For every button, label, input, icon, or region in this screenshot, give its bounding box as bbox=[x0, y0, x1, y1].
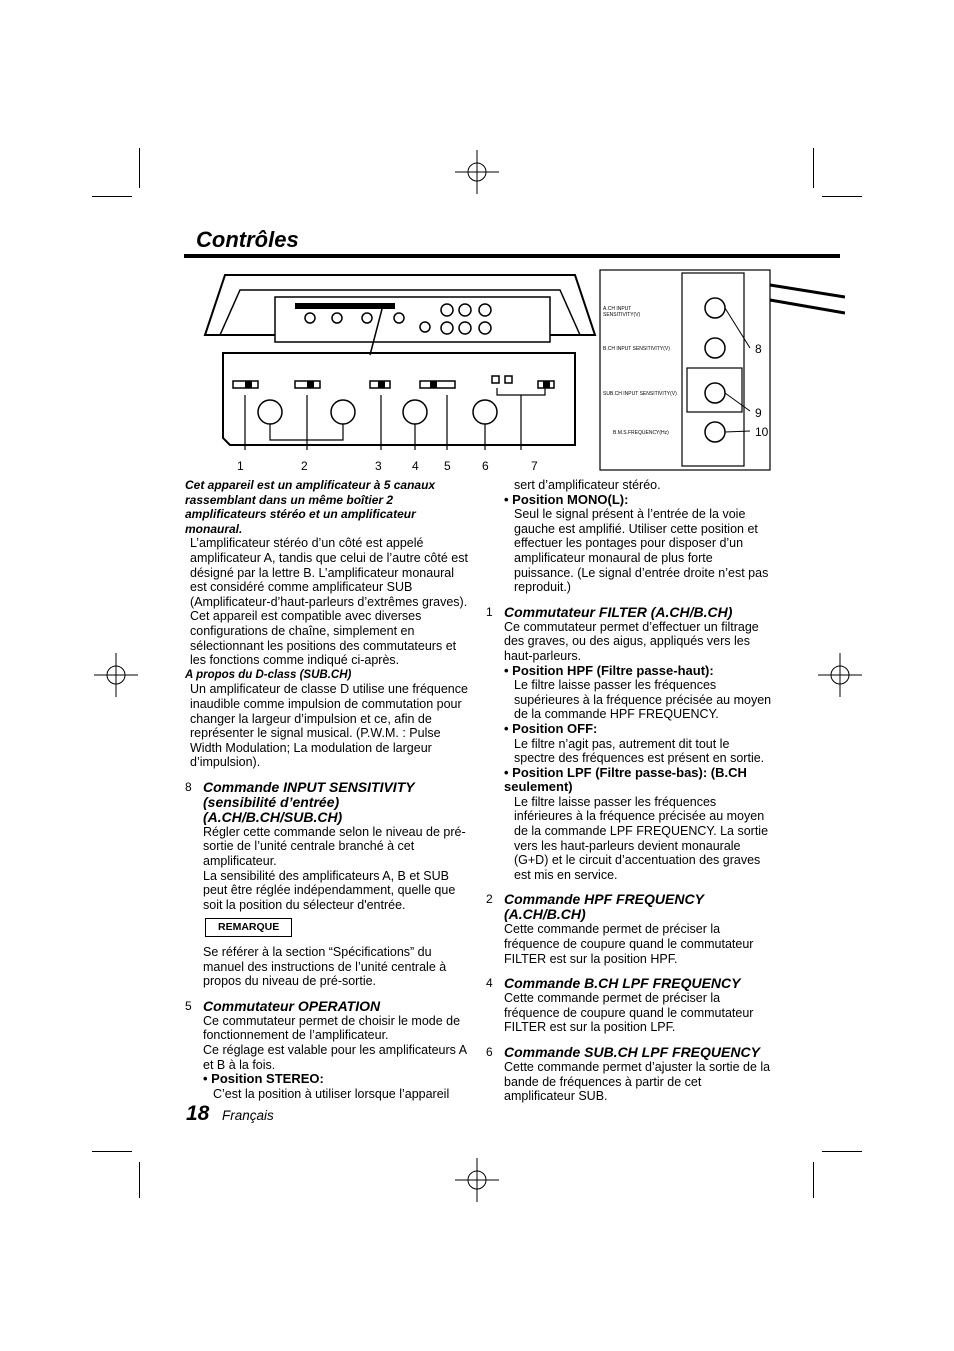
section-number: 4 bbox=[486, 976, 493, 991]
callout-1: 1 bbox=[237, 459, 244, 473]
registration-mark-bottom bbox=[455, 1158, 499, 1202]
callout-3: 3 bbox=[375, 459, 382, 473]
crop-mark bbox=[92, 196, 132, 197]
right-column bbox=[486, 478, 772, 1104]
crop-mark bbox=[139, 148, 140, 188]
callout-7: 7 bbox=[531, 459, 538, 473]
page-number: 18 bbox=[186, 1102, 210, 1125]
section-paragraph: Ce commutateur permet de choisir le mode de fonctionnement de l’amplificateur. bbox=[203, 1013, 461, 1043]
label-bms-frequency: B.M.S.FREQUENCY(Hz) bbox=[613, 430, 669, 436]
section-title: Commande B.CH LPF FREQUENCY bbox=[504, 975, 741, 992]
page-language: Français bbox=[222, 1108, 274, 1123]
section-title: Commande SUB.CH LPF FREQUENCY bbox=[504, 1044, 760, 1060]
callout-2: 2 bbox=[301, 459, 308, 473]
section-heading bbox=[486, 892, 772, 922]
page-title: Contrôles bbox=[196, 227, 299, 252]
section-paragraph: Cette commande permet d’ajuster la sortie de la bande de fréquences à partir de cet amplificateur SUB. bbox=[504, 1060, 771, 1104]
bullet-heading: • Position STEREO: bbox=[203, 1071, 324, 1087]
dclass-heading: A propos du D-class (SUB.CH) bbox=[185, 668, 352, 681]
section-number: 5 bbox=[185, 998, 192, 1013]
section-paragraph: Cette commande permet de préciser la fréquence de coupure quand le commutateur FILTER est sur la position HPF. bbox=[504, 922, 754, 966]
intro-paragraph: Cet appareil est compatible avec diverses configurations de chaîne, simplement en sélectionnant les positions des commutateurs et les fonctions comme indiqué ci-après. bbox=[190, 609, 457, 668]
section-paragraph: Ce réglage est valable pour les amplificateurs A et B à la fois. bbox=[203, 1043, 467, 1072]
callout-4: 4 bbox=[412, 459, 419, 473]
title-rule bbox=[184, 254, 840, 258]
section-heading bbox=[486, 1045, 772, 1060]
intro-lead: Cet appareil est un amplificateur à 5 canaux rassemblant dans un même boîtier 2 amplificateurs stéréo et un amplificateur monaural. bbox=[185, 478, 436, 536]
section-heading bbox=[185, 999, 470, 1014]
section-number: 1 bbox=[486, 604, 493, 619]
bullet-heading: • Position LPF (Filtre passe-bas): (B.CH seulement) bbox=[504, 764, 747, 795]
registration-mark-right bbox=[818, 653, 862, 697]
label-b-ch-sensitivity: B.CH INPUT SENSITIVITY(V) bbox=[603, 346, 670, 352]
section-heading bbox=[185, 780, 470, 825]
registration-mark-top bbox=[455, 150, 499, 194]
callout-10: 10 bbox=[755, 425, 769, 439]
section-heading bbox=[486, 605, 772, 620]
section-paragraph: Ce commutateur permet d’effectuer un filtrage des graves, ou des aigus, appliqués vers les haut-parleurs. bbox=[504, 619, 759, 663]
section-title: Commande HPF FREQUENCY (A.CH/B.CH) bbox=[504, 891, 704, 923]
bullet-heading: • Position OFF: bbox=[504, 720, 598, 736]
callout-9: 9 bbox=[755, 406, 762, 420]
bullet-paragraph: Le filtre laisse passer les fréquences inférieures à la fréquence précisée au moyen de la commande LPF FREQUENCY. La sortie vers les haut-parleurs devient monaurale (G+D) et le circuit d’accentuation des graves est mis en service. bbox=[514, 794, 769, 882]
callout-5: 5 bbox=[444, 459, 451, 473]
section-number: 2 bbox=[486, 892, 493, 907]
dclass-paragraph: Un amplificateur de classe D utilise une fréquence inaudible comme impulsion de commutation pour changer la largeur d’impulsion et ce, afin de représenter le signal musical. (P.W.M. : Pulse Width Modulation; La modulation de largeur d’impulsion). bbox=[190, 682, 468, 770]
bullet-paragraph: Le filtre laisse passer les fréquences supérieures à la fréquence précisée au moyen de la commande HPF FREQUENCY. bbox=[514, 678, 772, 722]
crop-mark bbox=[92, 1151, 132, 1152]
label-a-ch-sensitivity: A.CH INPUT SENSITIVITY(V) bbox=[603, 306, 641, 318]
left-column bbox=[185, 478, 470, 1101]
section-heading bbox=[486, 976, 772, 991]
diagram-callouts bbox=[237, 459, 557, 475]
bullet-heading: • Position HPF (Filtre passe-haut): bbox=[504, 662, 714, 678]
section-title: Commutateur OPERATION bbox=[203, 997, 381, 1014]
bullet-paragraph: sert d’amplificateur stéréo. bbox=[514, 478, 661, 492]
crop-mark bbox=[813, 148, 814, 188]
section-number: 8 bbox=[185, 779, 192, 794]
intro-paragraph: L’amplificateur stéréo d’un côté est appelé amplificateur A, tandis que celui de l’autre côté est désigné par la lettre B. L’amplificateur monaural est considéré comme amplificateur SUB (Amplificateur-d’haut-parleurs d’extrêmes graves). bbox=[190, 536, 468, 609]
remarque-badge: REMARQUE bbox=[205, 918, 292, 937]
crop-mark bbox=[139, 1162, 140, 1198]
registration-mark-left bbox=[94, 653, 138, 697]
section-title: Commutateur FILTER (A.CH/B.CH) bbox=[504, 603, 733, 620]
crop-mark bbox=[822, 1151, 862, 1152]
bullet-paragraph: Seul le signal présent à l’entrée de la voie gauche est amplifié. Utiliser cette position et effectuer les pontages pour disposer d’un amplificateur monaural de plus forte puissance. (Le signal d’entrée droite n’est pas reproduit.) bbox=[514, 507, 769, 595]
section-paragraph: Cette commande permet de préciser la fréquence de coupure quand le commutateur FILTER est sur la position LPF. bbox=[504, 991, 754, 1035]
label-sub-ch-sensitivity: SUB.CH INPUT SENSITIVITY(V) bbox=[603, 391, 677, 397]
bullet-paragraph: Le filtre n’agit pas, autrement dit tout le spectre des fréquences est présent en sortie. bbox=[514, 736, 765, 766]
bullet-paragraph: C’est la position à utiliser lorsque l’appareil bbox=[213, 1086, 450, 1101]
amplifier-diagram bbox=[185, 265, 845, 475]
crop-mark bbox=[822, 196, 862, 197]
callout-8: 8 bbox=[755, 342, 762, 356]
section-title: Commande INPUT SENSITIVITY (sensibilité d’entrée) (A.CH/B.CH/SUB.CH) bbox=[203, 778, 415, 825]
section-paragraph: Régler cette commande selon le niveau de pré-sortie de l’unité centrale branché à cet amplificateur. bbox=[203, 824, 466, 869]
section-paragraph: La sensibilité des amplificateurs A, B et SUB peut être réglée indépendamment, quelle que soit la position du sélecteur d'entrée. bbox=[203, 868, 456, 912]
remarque-paragraph: Se référer à la section “Spécifications” du manuel des instructions de l’unité centrale à propos du niveau de pré-sortie. bbox=[203, 945, 447, 989]
bullet-heading: • Position MONO(L): bbox=[504, 491, 629, 507]
section-number: 6 bbox=[486, 1045, 493, 1059]
callout-6: 6 bbox=[482, 459, 489, 473]
crop-mark bbox=[813, 1162, 814, 1198]
